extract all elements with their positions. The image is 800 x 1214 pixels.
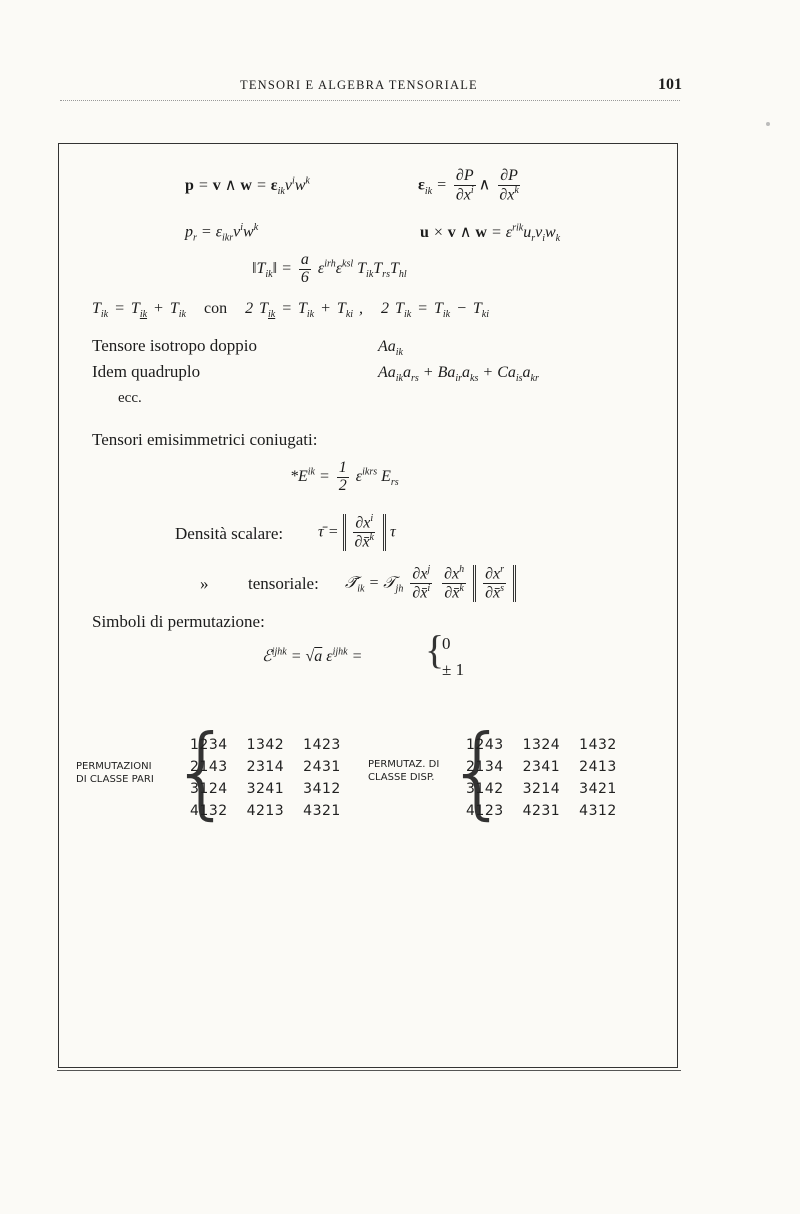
hand-brace-left: {: [170, 713, 234, 830]
formula-symmetric-decomposition: $T_{ik} = T_{ik} + T_{ik}$ con 2 $T_{ik} = T_{ik} + T_{ki}$ , 2 $T_{ik} = T_{ik} - T_{ki}$: [92, 300, 490, 321]
hand-rows-disp: [466, 734, 617, 822]
label-isotropo-doppio: Tensore isotropo doppio: [92, 336, 258, 355]
hand-label-disp-line2: CLASSE DISP.: [368, 772, 435, 783]
formula-isotropo-quadruplo: $Aa_{ik}a_{rs} + Ba_{ir}a_{ks} + Ca_{is}a_{kr}$: [378, 364, 539, 385]
label-ecc: ecc.: [118, 390, 142, 406]
case-plus-minus-one: ± 1: [442, 660, 465, 679]
hand-label-disp-line1: PERMUTAZ. DI: [368, 759, 440, 770]
hand-label-disp: [368, 758, 439, 784]
hand-row: 2134 2341 2413: [466, 759, 617, 775]
heading-emisimmetrici: Tensori emisimmetrici coniugati:: [92, 430, 318, 449]
heading-simboli: Simboli di permutazione:: [92, 612, 265, 631]
formula-permutation-symbol: ℰ$^{ijhk}$ = √a $\varepsilon^{ijhk}$ =: [262, 646, 363, 665]
formula-dual-tensor: $*E^{ik}$ = $\frac{1}{2}$ $\varepsilon^{ikrs}$ $E_{rs}$: [290, 459, 399, 494]
label-guillemet: »: [200, 574, 209, 593]
formula-tensor-density: $𝒯̄_{ik}$ = 𝒯$_{jh}$ $\frac{\partial x^j}{\partial x̄^i}$ $\frac{\partial x^h}{\partial x̄^k}$ $\frac{\partial x^r}{\partial x̄^s}$: [345, 565, 516, 602]
formula-scalar-density: τ̄ = $\frac{\partial x^i}{\partial x̄^k}$ τ: [318, 513, 396, 551]
formula-epsilon-ik: $\varepsilon_{ik}$ = $\frac{\partial P}{\partial x^i}$ ∧ $\frac{\partial P}{\partial x^k}$: [418, 167, 519, 204]
hand-row: 4132 4213 4321: [190, 803, 341, 819]
hand-row: 4123 4231 4312: [466, 803, 617, 819]
hand-brace-right: {: [446, 713, 510, 830]
label-densita-scalare: Densità scalare:: [175, 524, 284, 543]
formula-p-r: $p_r = \varepsilon_{ikr}v^iw^k$: [185, 222, 259, 244]
hand-rows-pari: [190, 734, 341, 822]
formula-triple-product: u × v ∧ $w = \varepsilon^{rik}u_rv_iw_k$: [420, 222, 561, 245]
label-tensoriale: tensoriale:: [248, 574, 319, 593]
label-idem-quadruplo: Idem quadruplo: [92, 362, 201, 381]
hand-row: 3124 3241 3412: [190, 781, 341, 797]
cases-brace: {: [425, 627, 445, 672]
hand-label-pari-line1: PERMUTAZIONI: [76, 761, 152, 772]
header-rule: [60, 100, 680, 101]
paper-speck: [766, 122, 770, 126]
hand-row: 3142 3214 3421: [466, 781, 617, 797]
formula-norm-T: $‖T_{ik}‖$ = $\frac{a}{6}$ $\varepsilon^{irh}\varepsilon^{ksl}$ $T_{ik}T_{rs}T_{hl}$: [252, 251, 407, 286]
hand-row: 1234 1342 1423: [190, 737, 341, 753]
hand-label-pari-line2: DI CLASSE PARI: [76, 774, 154, 785]
formula-isotropo-doppio: $Aa_{ik}$: [378, 338, 403, 359]
running-title: TENSORI E ALGEBRA TENSORIALE: [240, 78, 478, 92]
hand-row: 1243 1324 1432: [466, 737, 617, 753]
page-number: 101: [658, 76, 682, 93]
formula-cross-product: p = v ∧ $w = \varepsilon_{ik}v^iw^k$: [185, 175, 310, 198]
hand-label-pari: [76, 760, 154, 786]
hand-row: 2143 2314 2431: [190, 759, 341, 775]
case-zero: 0: [442, 634, 451, 653]
